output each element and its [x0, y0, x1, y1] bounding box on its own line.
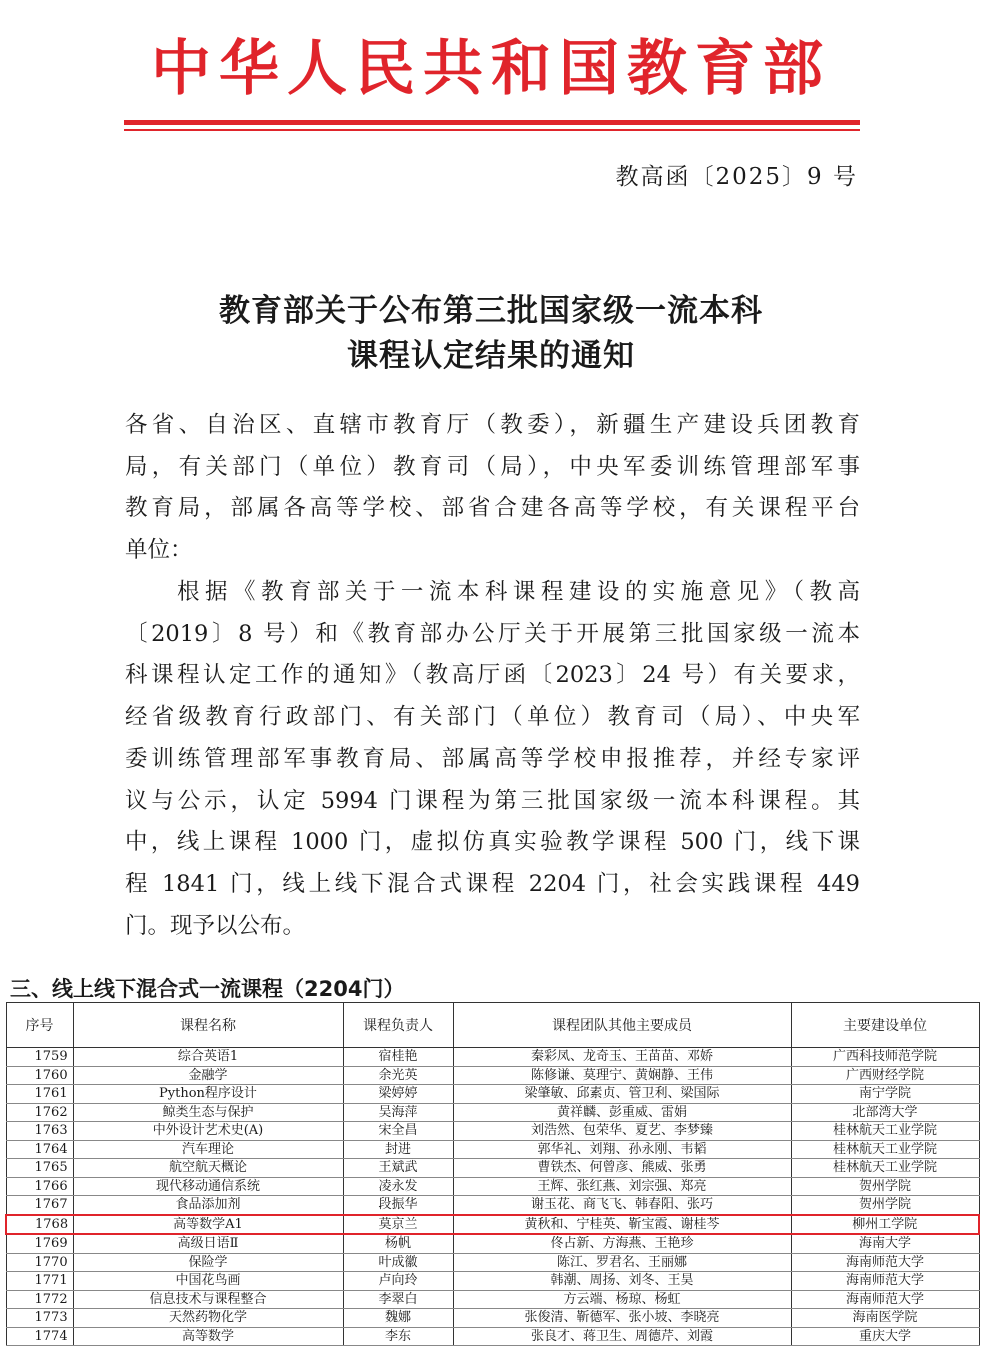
table-row [6, 1272, 979, 1291]
row-team: 郭华礼、刘翔、孙永刚、韦韬 [453, 1140, 791, 1159]
row-institution: 北部湾大学 [791, 1103, 979, 1122]
table-row [6, 1215, 979, 1235]
course-table [5, 1002, 980, 1346]
row-team: 张良才、蒋卫生、周德芹、刘霞 [453, 1327, 791, 1346]
row-lead: 余光英 [343, 1066, 453, 1085]
header-institution: 主要建设单位 [791, 1003, 979, 1048]
row-team: 曹铁杰、何曾彦、熊威、张勇 [453, 1159, 791, 1178]
row-course-name: 中外设计艺术史(A) [73, 1122, 343, 1141]
row-institution: 南宁学院 [791, 1085, 979, 1104]
paragraph-line: 议与公示，认定 5994 门课程为第三批国家级一流本科课程。其 [125, 787, 860, 814]
row-institution: 贺州学院 [791, 1196, 979, 1215]
row-course-name: 航空航天概论 [73, 1159, 343, 1178]
row-course-name: 高等数学A1 [73, 1215, 343, 1235]
header-team: 课程团队其他主要成员 [453, 1003, 791, 1048]
row-team: 张俊清、靳德军、张小坡、李晓亮 [453, 1309, 791, 1328]
row-index: 1774 [6, 1327, 73, 1346]
row-course-name: 天然药物化学 [73, 1309, 343, 1328]
table-row [6, 1103, 979, 1122]
header-index: 序号 [6, 1003, 73, 1048]
row-team: 秦彩凤、龙奇玉、王苗苗、邓娇 [453, 1048, 791, 1067]
row-index: 1773 [6, 1309, 73, 1328]
row-lead: 叶成徽 [343, 1253, 453, 1272]
row-index: 1770 [6, 1253, 73, 1272]
ministry-masthead: 中华人民共和国教育部 [151, 34, 831, 104]
document-number: 教高函〔2025〕9 号 [615, 164, 858, 190]
row-lead: 宿桂艳 [343, 1048, 453, 1067]
paragraph-line: 科课程认定工作的通知》（教高厅函〔2023〕24 号）有关要求， [125, 662, 860, 689]
paragraph-line: 经省级教育行政部门、有关部门（单位）教育司（局）、中央军 [125, 704, 860, 731]
row-team: 刘浩然、包荣华、夏艺、李梦臻 [453, 1122, 791, 1141]
row-team: 梁肇敏、邱素贞、管卫利、梁国际 [453, 1085, 791, 1104]
row-lead: 封进 [343, 1140, 453, 1159]
row-index: 1759 [6, 1048, 73, 1067]
paragraph-line: 根据《教育部关于一流本科课程建设的实施意见》（教高 [177, 579, 860, 605]
row-index: 1761 [6, 1085, 73, 1104]
row-institution: 柳州工学院 [791, 1215, 979, 1235]
paragraph-line: 中，线上课程 1000 门，虚拟仿真实验教学课程 500 门，线下课 [125, 829, 860, 856]
row-team: 陈修谦、莫理宁、黄娴静、王伟 [453, 1066, 791, 1085]
notice-title-line1: 教育部关于公布第三批国家级一流本科 [219, 293, 763, 329]
row-institution: 贺州学院 [791, 1177, 979, 1196]
table-row [6, 1253, 979, 1272]
row-course-name: 食品添加剂 [73, 1196, 343, 1215]
row-lead: 凌永发 [343, 1177, 453, 1196]
addressee-paragraph [125, 405, 860, 572]
row-team: 谢玉花、商飞飞、韩春阳、张巧 [453, 1196, 791, 1215]
row-lead: 杨帆 [343, 1234, 453, 1253]
row-course-name: 鲸类生态与保护 [73, 1103, 343, 1122]
paragraph-line: 门。现予以公布。 [125, 912, 306, 939]
row-course-name: 综合英语1 [73, 1048, 343, 1067]
table-row [6, 1066, 979, 1085]
row-lead: 段振华 [343, 1196, 453, 1215]
table-row [6, 1159, 979, 1178]
paragraph-line: 〔2019〕8 号）和《教育部办公厅关于开展第三批国家级一流本 [125, 620, 860, 647]
row-team: 黄秋和、宁桂英、靳宝霞、谢桂芩 [453, 1215, 791, 1235]
row-index: 1764 [6, 1140, 73, 1159]
table-row [6, 1234, 979, 1253]
paragraph-line: 程 1841 门，线上线下混合式课程 2204 门，社会实践课程 449 [125, 870, 860, 897]
row-index: 1762 [6, 1103, 73, 1122]
paragraph-line: 局，有关部门（单位）教育司（局），中央军委训练管理部军事 [125, 453, 860, 480]
row-lead: 李东 [343, 1327, 453, 1346]
table-row [6, 1196, 979, 1215]
row-team: 王辉、张红燕、刘宗强、郑亮 [453, 1177, 791, 1196]
row-team: 方云端、杨琼、杨虹 [453, 1290, 791, 1309]
masthead-rule-thin [124, 129, 860, 131]
row-lead: 宋全昌 [343, 1122, 453, 1141]
table-row [6, 1290, 979, 1309]
row-institution: 重庆大学 [791, 1327, 979, 1346]
row-course-name: 信息技术与课程整合 [73, 1290, 343, 1309]
row-course-name: 高等数学 [73, 1327, 343, 1346]
row-institution: 桂林航天工业学院 [791, 1122, 979, 1141]
row-institution: 海南师范大学 [791, 1272, 979, 1291]
row-team: 陈江、罗君名、王丽娜 [453, 1253, 791, 1272]
row-institution: 桂林航天工业学院 [791, 1159, 979, 1178]
paragraph-line: 各省、自治区、直辖市教育厅（教委），新疆生产建设兵团教育 [125, 412, 860, 438]
row-institution: 海南医学院 [791, 1309, 979, 1328]
row-index: 1767 [6, 1196, 73, 1215]
table-row [6, 1327, 979, 1346]
row-index: 1769 [6, 1234, 73, 1253]
masthead-rule-thick [124, 120, 860, 125]
row-institution: 广西财经学院 [791, 1066, 979, 1085]
row-team: 韩潮、周扬、刘冬、王昊 [453, 1272, 791, 1291]
table-row [6, 1309, 979, 1328]
row-lead: 莫京兰 [343, 1215, 453, 1235]
row-index: 1763 [6, 1122, 73, 1141]
table-row [6, 1122, 979, 1141]
row-institution: 广西科技师范学院 [791, 1048, 979, 1067]
row-institution: 海南师范大学 [791, 1290, 979, 1309]
row-course-name: 汽车理论 [73, 1140, 343, 1159]
row-lead: 王斌武 [343, 1159, 453, 1178]
row-lead: 魏娜 [343, 1309, 453, 1328]
row-course-name: Python程序设计 [73, 1085, 343, 1104]
row-course-name: 中国花鸟画 [73, 1272, 343, 1291]
row-institution: 桂林航天工业学院 [791, 1140, 979, 1159]
row-index: 1765 [6, 1159, 73, 1178]
row-team: 佟占新、方海燕、王艳珍 [453, 1234, 791, 1253]
section-heading: 三、线上线下混合式一流课程（2204门） [10, 977, 405, 1001]
row-team: 黄祥麟、彭重威、雷娟 [453, 1103, 791, 1122]
row-course-name: 现代移动通信系统 [73, 1177, 343, 1196]
row-index: 1760 [6, 1066, 73, 1085]
header-course-name: 课程名称 [73, 1003, 343, 1048]
table-row [6, 1140, 979, 1159]
row-course-name: 金融学 [73, 1066, 343, 1085]
notice-title-line2: 课程认定结果的通知 [347, 338, 635, 374]
row-index: 1772 [6, 1290, 73, 1309]
row-index: 1766 [6, 1177, 73, 1196]
table-row [6, 1177, 979, 1196]
table-row [6, 1085, 979, 1104]
paragraph-line: 教育局，部属各高等学校、部省合建各高等学校，有关课程平台 [125, 495, 860, 522]
row-index: 1768 [6, 1215, 73, 1235]
row-institution: 海南师范大学 [791, 1253, 979, 1272]
paragraph-line: 委训练管理部军事教育局、部属高等学校申报推荐，并经专家评 [125, 745, 860, 772]
row-index: 1771 [6, 1272, 73, 1291]
header-lead: 课程负责人 [343, 1003, 453, 1048]
row-lead: 吴海萍 [343, 1103, 453, 1122]
body-paragraph [125, 572, 860, 947]
table-row [6, 1048, 979, 1067]
row-course-name: 高级日语Ⅱ [73, 1234, 343, 1253]
row-lead: 梁婷婷 [343, 1085, 453, 1104]
row-lead: 李翠白 [343, 1290, 453, 1309]
paragraph-line: 单位： [125, 537, 193, 564]
table-header-row [6, 1003, 979, 1048]
row-institution: 海南大学 [791, 1234, 979, 1253]
row-lead: 卢向玲 [343, 1272, 453, 1291]
row-course-name: 保险学 [73, 1253, 343, 1272]
